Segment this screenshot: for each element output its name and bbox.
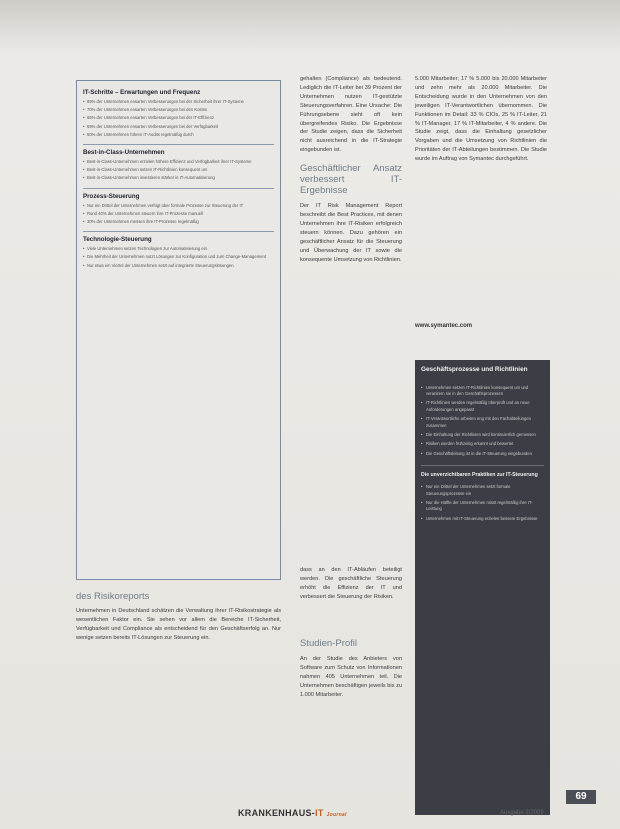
- page-number: 69: [566, 790, 596, 804]
- list-item: • 30% der Unternehmen messen ihre IT-Prozesse regelmäßig: [83, 219, 274, 225]
- paragraph: An der Studie des Anbieters von Software zum Schutz von Informationen nahmen 405 Unternehmen teil. Die Unternehmen beschäftigen jeweils bis zu 1.000 Mitarbeiter.: [300, 656, 402, 698]
- list-item: • 69% der Unternehmen erwarten Verbesserungen bei der Verfügbarkeit: [83, 124, 274, 130]
- section-heading: Geschäftlicher Ansatz verbessert IT-Ergebnisse: [300, 163, 402, 197]
- list-item: • Nur die Hälfte der Unternehmen misst regelmäßig ihre IT-Leistung: [421, 500, 544, 513]
- sidebar-section-technologie: [83, 236, 274, 269]
- sidebar-section-title: Technologie-Steuerung: [83, 236, 152, 244]
- source-link[interactable]: www.symantec.com: [415, 323, 473, 329]
- article-column-right: [415, 75, 547, 164]
- list-item: • Best-in-Class-Unternehmen erzielen höhere Effizienz und Verfügbarkeit ihrer IT-Systeme: [83, 159, 274, 165]
- article-column-studie: [300, 655, 402, 700]
- logo-it: IT: [315, 808, 324, 818]
- list-item: • Unternehmen setzen IT-Richtlinien konsequent um und verankern sie in den Geschäftsprozessen: [421, 385, 544, 398]
- article-column-middle-lower: [300, 566, 402, 602]
- sidebar-section-prozess: [83, 193, 274, 226]
- paragraph: 5.000 Mitarbeiter; 17 % 5.000 bis 20.000 Mitarbeiter und zehn mehr als 20.000 Mitarbeiter. Die Entscheidung wurde in den Unternehmen von den jeweiligen IT-Verantwortlichen übernommen. Die Funktionen im Detail: 33 % CIOs, 25 % IT-Leiter, 21 % IT-Manager, 17 % IT-Mitarbeiter, 4 % andere. Die Studie zeigt, dass die Einhaltung gesetzlicher Vorgaben und die Umsetzung von Richtlinien die Prioritäten der IT-Abteilungen bestimmen. Die Studie wurde im Auftrag von Symantec durchgeführt.: [415, 76, 547, 163]
- list-item: • 70% der Unternehmen erwarten Verbesserungen bei den Kosten: [83, 107, 274, 113]
- sidebar-section-best-in-class: [83, 149, 274, 182]
- logo-suffix: Journal: [326, 812, 347, 818]
- list-item: • IT-Richtlinien werden regelmäßig überprüft und an neue Anforderungen angepasst: [421, 400, 544, 413]
- list-item: • 50% der Unternehmen führen IT-Audits regelmäßig durch: [83, 132, 274, 138]
- list-item: • Best-in-Class-Unternehmen investieren stärker in IT-Automatisierung: [83, 175, 274, 181]
- section-heading: des Risikoreports: [76, 591, 150, 602]
- sidebar-section-title: IT-Schritte – Erwartungen und Frequenz: [83, 89, 201, 96]
- edition-label: Ausgabe 2/2009: [500, 810, 544, 816]
- list-item: • Nur ein Drittel der Unternehmen verfügt über formale Prozesse zur Steuerung der IT: [83, 203, 274, 209]
- infobox-title: Geschäftsprozesse und Richtlinien: [421, 366, 528, 373]
- divider: [83, 188, 274, 189]
- sidebar-section-erwartungen: [83, 89, 274, 138]
- paragraph: gehalten (Compliance) als bedeutend. Lediglich die IT-Leiter bei 39 Prozent der Unternehmen nutzen IT-gestützte Steuerungsverfahren. Eine Ursache: Die Führungsebene sieht oft kein übergreifendes Risiko. Die Ergebnisse der Studie zeigen, dass die Sicherheit nicht ausreichend in die IT-Strategie eingebunden ist.: [300, 76, 402, 154]
- list-item: • Best-in-Class-Unternehmen setzen IT-Richtlinien konsequent um: [83, 167, 274, 173]
- infobox-dark: [415, 360, 550, 815]
- paragraph: Der IT Risk Management Report beschreibt die Best Practices, mit denen Unternehmen ihre IT-Risiken erfolgreich steuern können. Dazu gehören ein geschäftlicher Ansatz für die Steuerung und Überwachung der IT sowie die konsequente Umsetzung von Richtlinien.: [300, 203, 402, 263]
- sidebar-section-title: Prozess-Steuerung: [83, 192, 140, 200]
- list-item: • Die Geschäftsleitung ist in die IT-Steuerung eingebunden: [421, 451, 544, 457]
- list-item: • Rund 40% der Unternehmen steuern ihre IT-Prozesse manuell: [83, 211, 274, 217]
- list-item: • Nur ein Drittel der Unternehmen setzt formale Steuerungsprozesse ein: [421, 484, 544, 497]
- divider: [83, 231, 274, 232]
- scan-shadow: [0, 0, 620, 55]
- list-item: • Nur etwa ein Viertel der Unternehmen setzt auf integrierte Steuerungslösungen: [83, 263, 274, 269]
- list-item: • Viele Unternehmen setzen Technologien zur Automatisierung ein: [83, 246, 274, 252]
- logo-text: KRANKENHAUS-: [238, 808, 316, 818]
- sidebar-section-title: Best-in-Class-Unternehmen: [83, 149, 165, 157]
- list-item: • 89% der Unternehmen erwarten Verbesserungen bei der Sicherheit ihrer IT-Systeme: [83, 99, 274, 105]
- list-item: • Die Mehrheit der Unternehmen nutzt Lösungen zur Konfiguration und zum Change-Management: [83, 254, 274, 260]
- article-column-left: [76, 607, 281, 643]
- paragraph: dass an den IT-Abläufen beteiligt werden. Die geschäftliche Steuerung erhöht die Effizienz der IT und verbessert die Steuerung der Risiken.: [300, 567, 402, 600]
- list-item: • IT-Verantwortliche arbeiten eng mit den Fachabteilungen zusammen: [421, 416, 544, 429]
- list-item: • 66% der Unternehmen erwarten Verbesserungen bei der IT-Effizienz: [83, 115, 274, 121]
- sidebar-infobox: [76, 80, 281, 580]
- list-item: • Die Einhaltung der Richtlinien wird kontinuierlich gemessen: [421, 432, 544, 438]
- magazine-logo: [238, 808, 347, 818]
- list-item: • Risiken werden frühzeitig erkannt und bewertet: [421, 441, 544, 447]
- article-column-middle: [300, 75, 402, 265]
- paragraph: Unternehmen in Deutschland schätzen die Verwaltung ihrer IT-Risikostrategie als wesentlichen Faktor ein. Sie sehen vor allem die Bereiche IT-Sicherheit, Verfügbarkeit und Compliance als entscheidend für den Geschäftserfolg an. Nur wenige setzen bereits IT-Lösungen zur Steuerung ein.: [76, 608, 281, 641]
- list-item: • Unternehmen mit IT-Steuerung erzielen bessere Ergebnisse: [421, 516, 544, 522]
- section-heading: Studien-Profil: [300, 638, 358, 649]
- infobox-subtitle: Die unverzichtbaren Praktiken zur IT-Steuerung: [421, 465, 544, 478]
- divider: [83, 144, 274, 145]
